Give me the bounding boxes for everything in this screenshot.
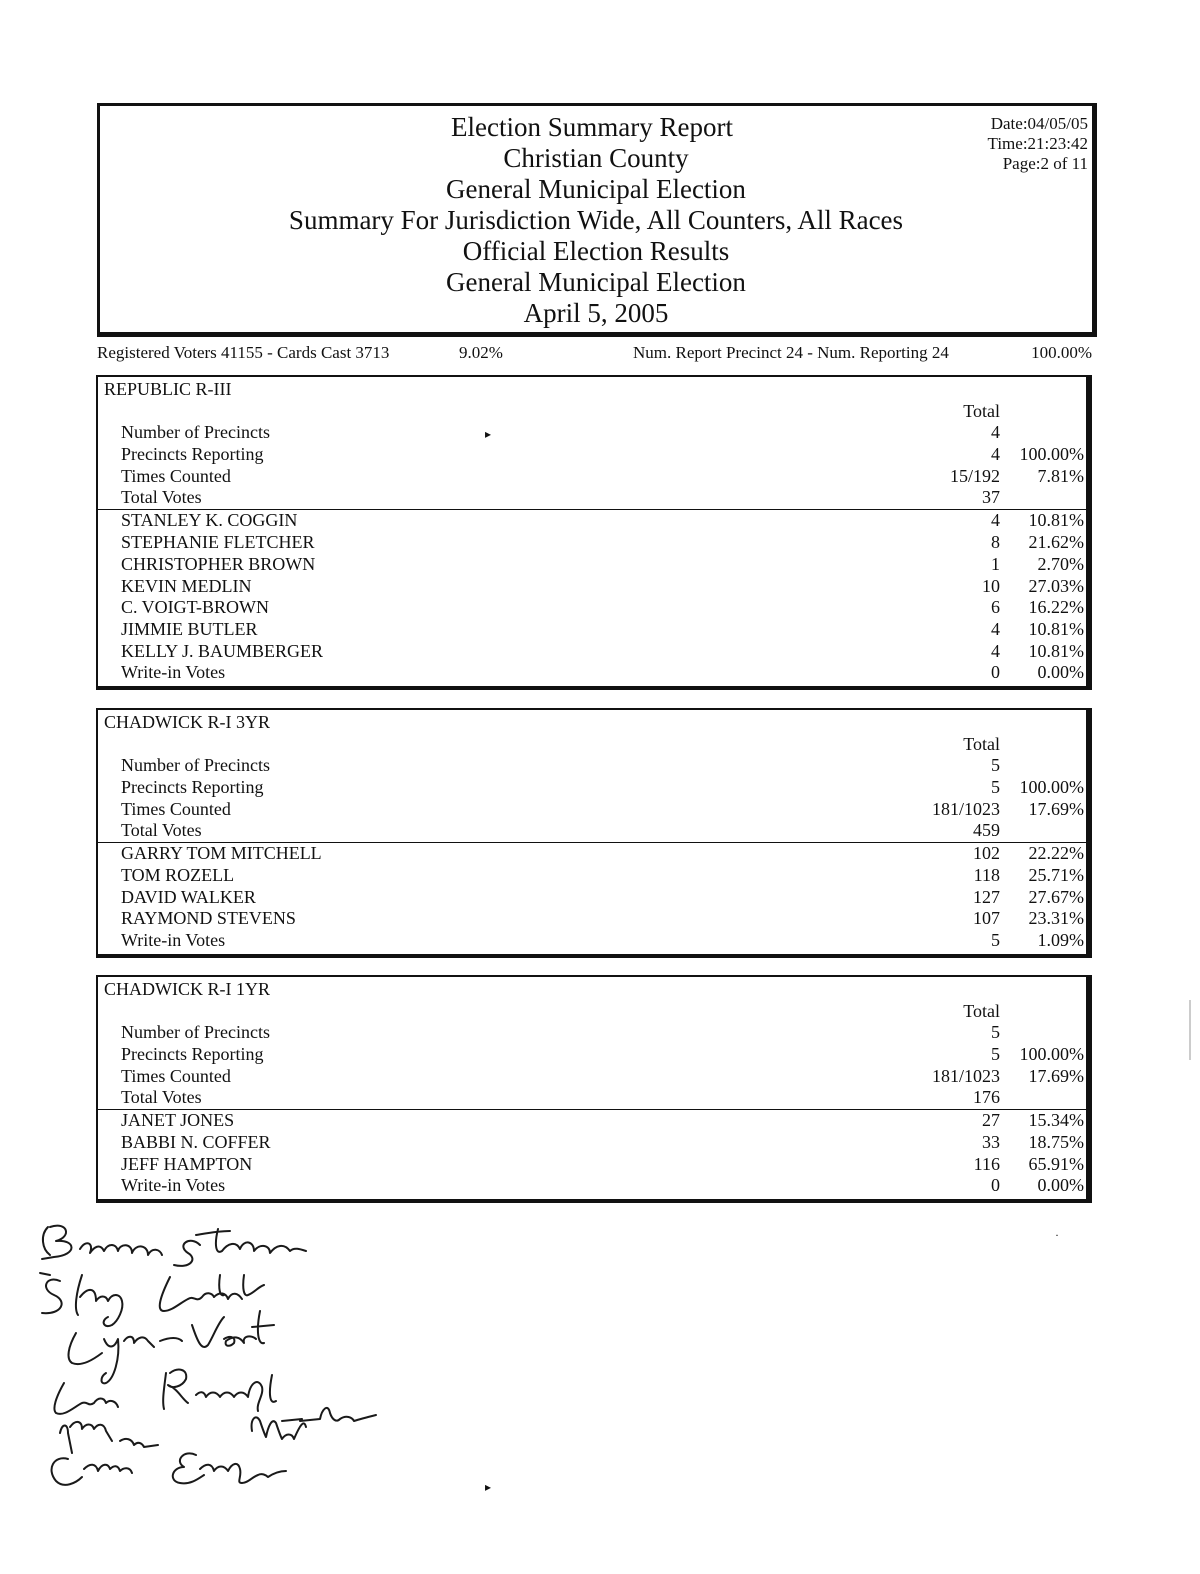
candidate-row: STEPHANIE FLETCHER 8 21.62% <box>121 532 1084 552</box>
report-header <box>97 103 1097 337</box>
report-time: Time:21:23:42 <box>987 134 1088 153</box>
candidate-row: DAVID WALKER 127 27.67% <box>121 887 1084 907</box>
signatures <box>20 1215 420 1495</box>
summary-row: Precincts Reporting 4 100.00% <box>121 444 1084 464</box>
edge-mark <box>1189 1000 1191 1060</box>
candidate-row: STANLEY K. COGGIN 4 10.81% <box>121 510 1084 530</box>
report-date: Date:04/05/05 <box>990 114 1088 133</box>
candidate-row: BABBI N. COFFER 33 18.75% <box>121 1132 1084 1152</box>
race-chadwick-r-i-3yr <box>96 708 1092 958</box>
total-column-header: Total <box>963 734 1000 754</box>
election-date: April 5, 2005 <box>523 298 669 328</box>
candidate-row: JANET JONES 27 15.34% <box>121 1110 1084 1130</box>
stray-mark-icon: ▸ <box>485 427 492 441</box>
summary-row: Total Votes 459 <box>121 820 1000 840</box>
results-status: Official Election Results <box>462 236 730 266</box>
stray-dot-icon: · <box>1055 1228 1059 1242</box>
candidate-row: GARRY TOM MITCHELL 102 22.22% <box>121 843 1084 863</box>
race-title: CHADWICK R-I 1YR <box>104 979 270 999</box>
total-column-header: Total <box>963 1001 1000 1021</box>
candidate-row: KEVIN MEDLIN 10 27.03% <box>121 576 1084 596</box>
summary-scope: Summary For Jurisdiction Wide, All Counters, All Races <box>288 205 904 235</box>
report-title: Election Summary Report <box>451 112 733 142</box>
candidate-row: CHRISTOPHER BROWN 1 2.70% <box>121 554 1084 574</box>
race-republic-r-iii <box>96 375 1092 690</box>
race-title: REPUBLIC R-III <box>104 379 232 399</box>
candidate-row: RAYMOND STEVENS 107 23.31% <box>121 908 1084 928</box>
summary-row: Precincts Reporting 5 100.00% <box>121 1044 1084 1064</box>
reporting-percent: 100.00% <box>1031 343 1092 362</box>
turnout-percent: 9.02% <box>459 343 503 362</box>
election-name-repeat: General Municipal Election <box>446 267 746 297</box>
election-name: General Municipal Election <box>446 174 746 204</box>
write-in-row: Write-in Votes 0 0.00% <box>121 662 1084 682</box>
race-title: CHADWICK R-I 3YR <box>104 712 270 732</box>
candidate-row: KELLY J. BAUMBERGER 4 10.81% <box>121 641 1084 661</box>
summary-row: Times Counted 15/192 7.81% <box>121 466 1084 486</box>
summary-row: Precincts Reporting 5 100.00% <box>121 777 1084 797</box>
candidate-row: C. VOIGT-BROWN 6 16.22% <box>121 597 1084 617</box>
report-meta <box>988 114 1088 174</box>
stray-mark-icon: ▸ <box>485 1480 492 1494</box>
candidate-row: JEFF HAMPTON 116 65.91% <box>121 1154 1084 1174</box>
summary-row: Number of Precincts 5 <box>121 755 1000 775</box>
summary-row: Times Counted 181/1023 17.69% <box>121 1066 1084 1086</box>
race-chadwick-r-i-1yr <box>96 975 1092 1203</box>
summary-row: Number of Precincts 5 <box>121 1022 1000 1042</box>
total-column-header: Total <box>963 401 1000 421</box>
summary-row: Number of Precincts 4 <box>121 422 1000 442</box>
summary-row: Total Votes 176 <box>121 1087 1000 1107</box>
candidate-row: JIMMIE BUTLER 4 10.81% <box>121 619 1084 639</box>
signature-scribbles-icon <box>20 1215 420 1495</box>
candidate-row: TOM ROZELL 118 25.71% <box>121 865 1084 885</box>
page-number: Page:2 of 11 <box>1002 154 1088 173</box>
summary-row: Total Votes 37 <box>121 487 1000 507</box>
summary-row: Times Counted 181/1023 17.69% <box>121 799 1084 819</box>
write-in-row: Write-in Votes 5 1.09% <box>121 930 1084 950</box>
county-name: Christian County <box>503 143 689 173</box>
write-in-row: Write-in Votes 0 0.00% <box>121 1175 1084 1195</box>
registered-voters: Registered Voters 41155 - Cards Cast 3713 <box>97 343 390 362</box>
report-title-block <box>100 112 1092 329</box>
precincts-reporting-summary: Num. Report Precinct 24 - Num. Reporting 24 <box>633 343 949 362</box>
